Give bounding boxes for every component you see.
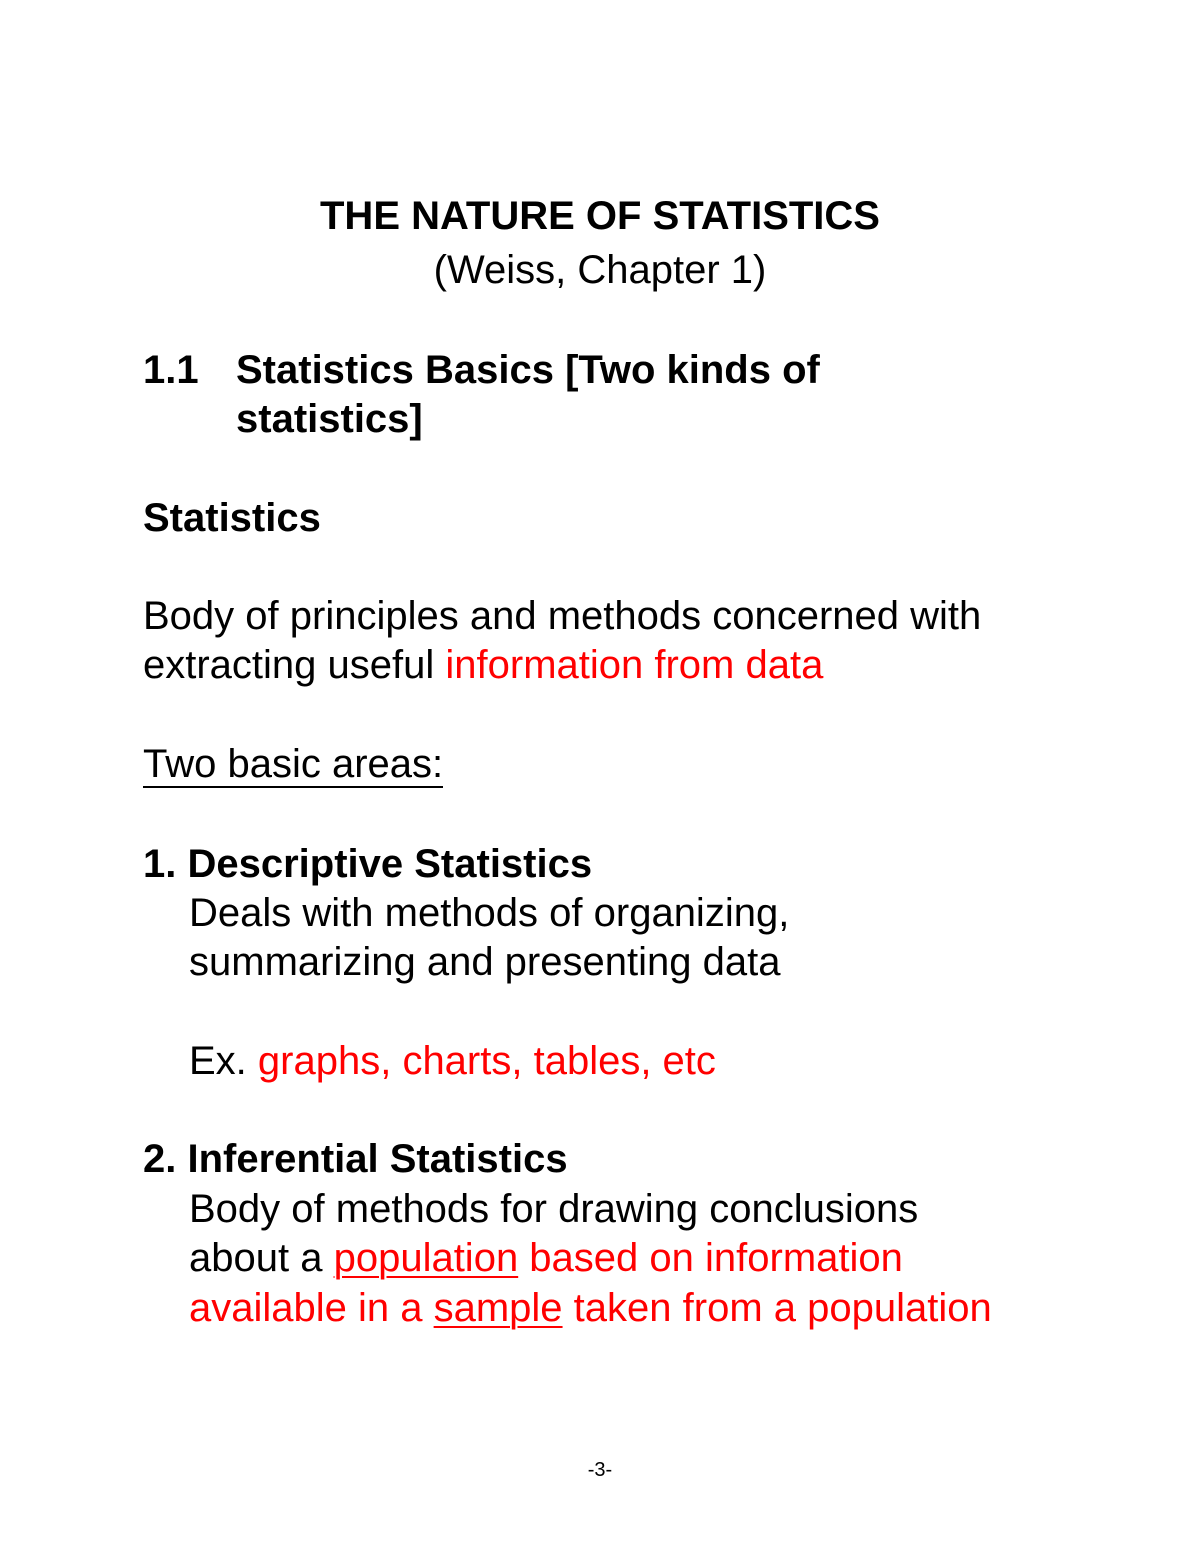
- descriptive-line-2: summarizing and presenting data: [189, 940, 781, 984]
- definition-text: extracting useful: [143, 643, 446, 687]
- page-subtitle: (Weiss, Chapter 1): [433, 248, 767, 292]
- descriptive-example: [189, 1041, 716, 1081]
- inferential-line-2: [189, 1238, 903, 1278]
- areas-heading: Two basic areas:: [143, 742, 444, 786]
- section-title-line-1: Statistics Basics [Two kinds of: [236, 348, 820, 392]
- page-number: -3-: [587, 1459, 613, 1481]
- inferential-highlight-a: based on information: [518, 1236, 903, 1280]
- page-title: THE NATURE OF STATISTICS: [320, 194, 880, 238]
- section-title-line-2: statistics]: [236, 397, 423, 441]
- inferential-line-1: Body of methods for drawing conclusions: [189, 1187, 919, 1231]
- inferential-line-3: [189, 1288, 992, 1328]
- sample-term: sample: [433, 1286, 563, 1330]
- population-term: population: [333, 1236, 519, 1280]
- descriptive-heading: 1. Descriptive Statistics: [143, 842, 593, 886]
- section-number: 1.1: [143, 348, 199, 392]
- term-heading: Statistics: [143, 496, 321, 540]
- definition-line-2: [143, 645, 823, 685]
- definition-highlight: information from data: [445, 643, 824, 687]
- descriptive-line-1: Deals with methods of organizing,: [189, 891, 790, 935]
- inferential-text: about a: [189, 1236, 334, 1280]
- inferential-highlight-c: taken from a population: [562, 1286, 992, 1330]
- definition-line-1: Body of principles and methods concerned with: [143, 594, 982, 638]
- example-prefix: Ex.: [189, 1039, 258, 1083]
- inferential-highlight-b: available in a: [189, 1286, 434, 1330]
- inferential-heading: 2. Inferential Statistics: [143, 1137, 568, 1181]
- example-highlight: graphs, charts, tables, etc: [257, 1039, 716, 1083]
